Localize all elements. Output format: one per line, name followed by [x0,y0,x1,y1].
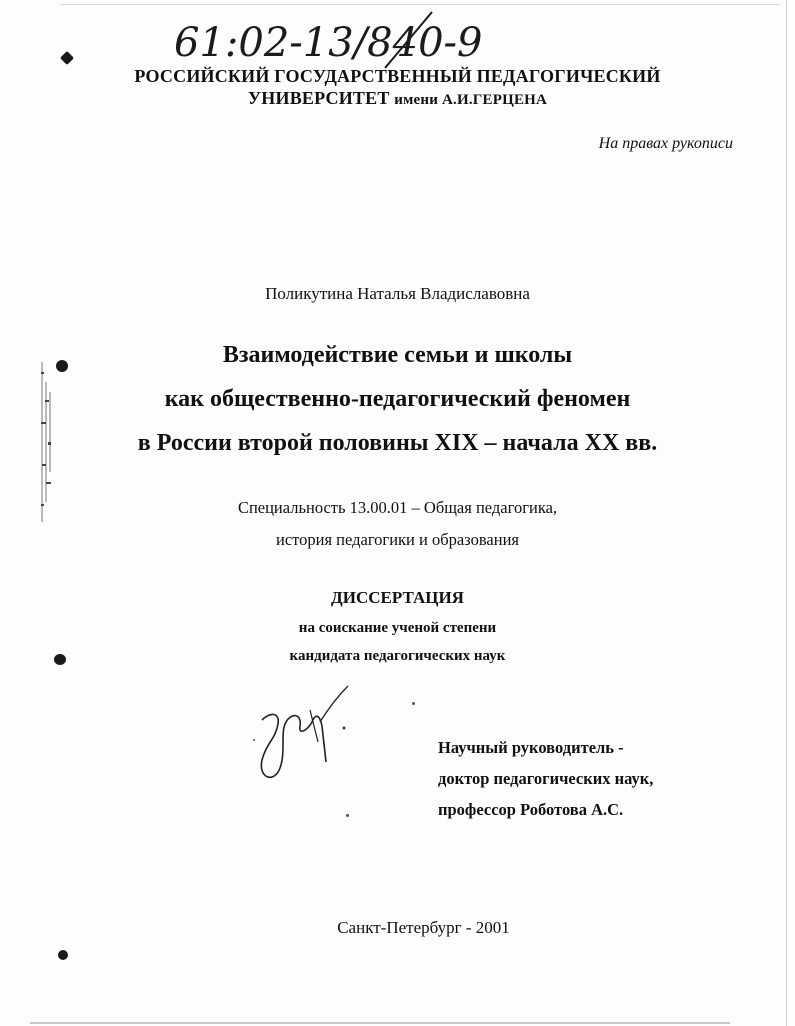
title-line1: Взаимодействие семьи и школы [222,342,573,368]
scan-mark-icon [60,51,74,65]
specialty-line1: Специальность 13.00.01 – Общая педагогика, [237,498,558,517]
dissertation-degree-line1: на соискание ученой степени [298,620,497,636]
city-year: Санкт-Петербург - 2001 [337,918,510,937]
advisor-line1: Научный руководитель - [438,738,624,757]
university-named-after: имени А.И.ГЕРЦЕНА [394,92,548,108]
dissertation-heading: ДИССЕРТАЦИЯ [331,588,464,607]
manuscript-rights-note: На правах рукописи [598,135,733,152]
university-name-line2 [0,88,795,109]
university-name-line1: РОССИЙСКИЙ ГОСУДАРСТВЕННЫЙ ПЕДАГОГИЧЕСКИЙ [134,66,661,86]
scan-edge-bottom [30,1022,730,1024]
university-word: УНИВЕРСИТЕТ [247,88,390,108]
author-name: Поликутина Наталья Владиславовна [265,284,530,303]
handwritten-code-text: 61:02-13/840-9 [174,20,483,66]
title-line2: как общественно-педагогический феномен [164,386,631,412]
advisor-line3: профессор Роботова А.С. [438,800,624,819]
dissertation-degree-line2: кандидата педагогических наук [289,648,506,664]
scan-dot [346,814,349,817]
scan-edge-top [60,4,780,5]
specialty-line2: история педагогики и образования [275,530,519,549]
scan-dot [412,702,415,705]
title-line3: в России второй половины XIX – начала XX вв. [137,430,658,456]
advisor-line2: доктор педагогических наук, [438,769,654,788]
handwritten-archive-code [170,10,590,70]
scan-mark-icon [58,950,68,960]
signature-icon [240,682,390,792]
